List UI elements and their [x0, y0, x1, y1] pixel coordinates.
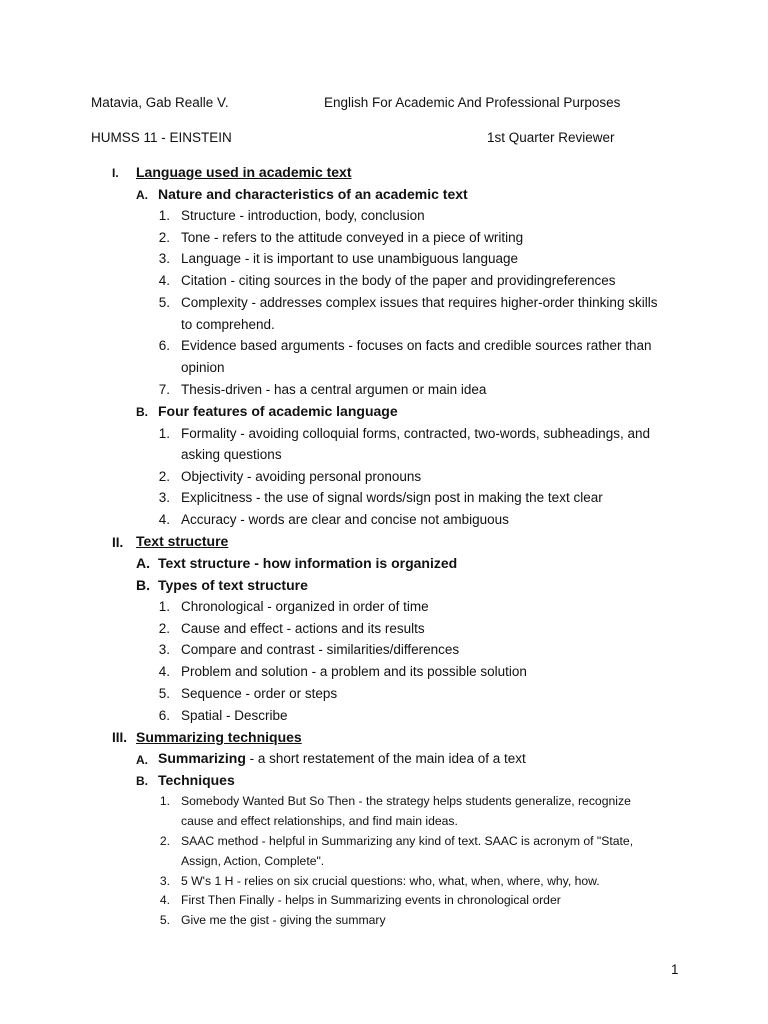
list-item-continuation: to comprehend.: [181, 317, 275, 332]
list-item: Language - it is important to use unambiguous language: [181, 251, 518, 266]
list-number: 3.: [158, 490, 170, 505]
list-number: 4.: [158, 664, 170, 679]
list-item-continuation: asking questions: [181, 447, 282, 462]
list-item: Complexity - addresses complex issues that requires higher-order thinking skills: [181, 295, 658, 310]
list-number: 2.: [158, 469, 170, 484]
section-title: Text structure: [136, 533, 229, 549]
list-item: Citation - citing sources in the body of the paper and providingreferences: [181, 273, 616, 288]
list-item: Evidence based arguments - focuses on facts and credible sources rather than: [181, 338, 652, 353]
list-number: 5.: [158, 295, 170, 310]
list-number: 1.: [158, 208, 170, 223]
subsection-title: Summarizing: [158, 750, 246, 766]
list-item: Give me the gist - giving the summary: [181, 913, 386, 927]
subsection-line: [158, 750, 526, 768]
subsection-marker: A.: [136, 555, 150, 571]
list-number: 4.: [158, 512, 170, 527]
list-item: SAAC method - helpful in Summarizing any kind of text. SAAC is acronym of "State,: [181, 834, 634, 848]
subsection-marker: B.: [136, 577, 150, 593]
section-title: Language used in academic text: [136, 164, 352, 180]
subsection-marker: A.: [136, 188, 148, 202]
list-item: 5 W's 1 H - relies on six crucial questions: who, what, when, where, why, how.: [181, 874, 600, 888]
section-title: Summarizing techniques: [136, 729, 302, 745]
section-marker: II.: [112, 535, 124, 550]
list-item: Sequence - order or steps: [181, 686, 338, 701]
list-item: Structure - introduction, body, conclusion: [181, 208, 425, 223]
class-section: HUMSS 11 - EINSTEIN: [91, 130, 232, 145]
list-number: 4.: [158, 273, 170, 288]
subsection-marker: A.: [136, 753, 148, 767]
list-number: 2.: [158, 230, 170, 245]
list-item: Tone - refers to the attitude conveyed in a piece of writing: [181, 230, 524, 245]
list-number: 1.: [158, 426, 170, 441]
list-item: Problem and solution - a problem and its possible solution: [181, 664, 527, 679]
list-item: Compare and contrast - similarities/differences: [181, 642, 460, 657]
list-item-continuation: Assign, Action, Complete".: [181, 854, 325, 868]
list-number: 2.: [158, 621, 170, 636]
list-item: Somebody Wanted But So Then - the strategy helps students generalize, recognize: [181, 794, 631, 808]
list-number: 6.: [158, 708, 170, 723]
list-number: 7.: [158, 382, 170, 397]
student-name: Matavia, Gab Realle V.: [91, 95, 229, 110]
list-number: 3.: [158, 251, 170, 266]
list-item: Chronological - organized in order of time: [181, 599, 429, 614]
list-item: Thesis-driven - has a central argumen or main idea: [181, 382, 487, 397]
list-item: Explicitness - the use of signal words/sign post in making the text clear: [181, 490, 603, 505]
page-number: 1: [671, 962, 679, 977]
list-number: 3.: [158, 642, 170, 657]
list-item-continuation: opinion: [181, 360, 225, 375]
list-number: 1.: [158, 599, 170, 614]
list-number: 4.: [159, 893, 170, 907]
list-item-continuation: cause and effect relationships, and find main ideas.: [181, 814, 458, 828]
list-number: 5.: [159, 913, 170, 927]
subsection-title: Types of text structure: [158, 577, 308, 593]
reviewer-label: 1st Quarter Reviewer: [487, 130, 615, 145]
list-item: Formality - avoiding colloquial forms, contracted, two-words, subheadings, and: [181, 426, 650, 441]
list-item: Accuracy - words are clear and concise not ambiguous: [181, 512, 509, 527]
section-marker: III.: [112, 730, 128, 745]
subject-title: English For Academic And Professional Purposes: [324, 95, 621, 110]
list-number: 1.: [159, 794, 170, 808]
subsection-marker: B.: [136, 774, 148, 788]
list-number: 5.: [158, 686, 170, 701]
list-item: Objectivity - avoiding personal pronouns: [181, 469, 422, 484]
subsection-title: Techniques: [158, 772, 235, 788]
list-number: 2.: [159, 834, 170, 848]
list-item: Spatial - Describe: [181, 708, 288, 723]
list-item: Cause and effect - actions and its results: [181, 621, 425, 636]
list-number: 6.: [158, 338, 170, 353]
subsection-title: Nature and characteristics of an academic text: [158, 186, 468, 202]
list-item: First Then Finally - helps in Summarizing events in chronological order: [181, 893, 561, 907]
subsection-definition: - a short restatement of the main idea of a text: [245, 751, 526, 766]
subsection-title: Text structure - how information is organized: [158, 555, 458, 571]
section-marker: I.: [112, 166, 119, 180]
subsection-marker: B.: [136, 405, 148, 419]
list-number: 3.: [159, 874, 170, 888]
subsection-title: Four features of academic language: [158, 403, 398, 419]
